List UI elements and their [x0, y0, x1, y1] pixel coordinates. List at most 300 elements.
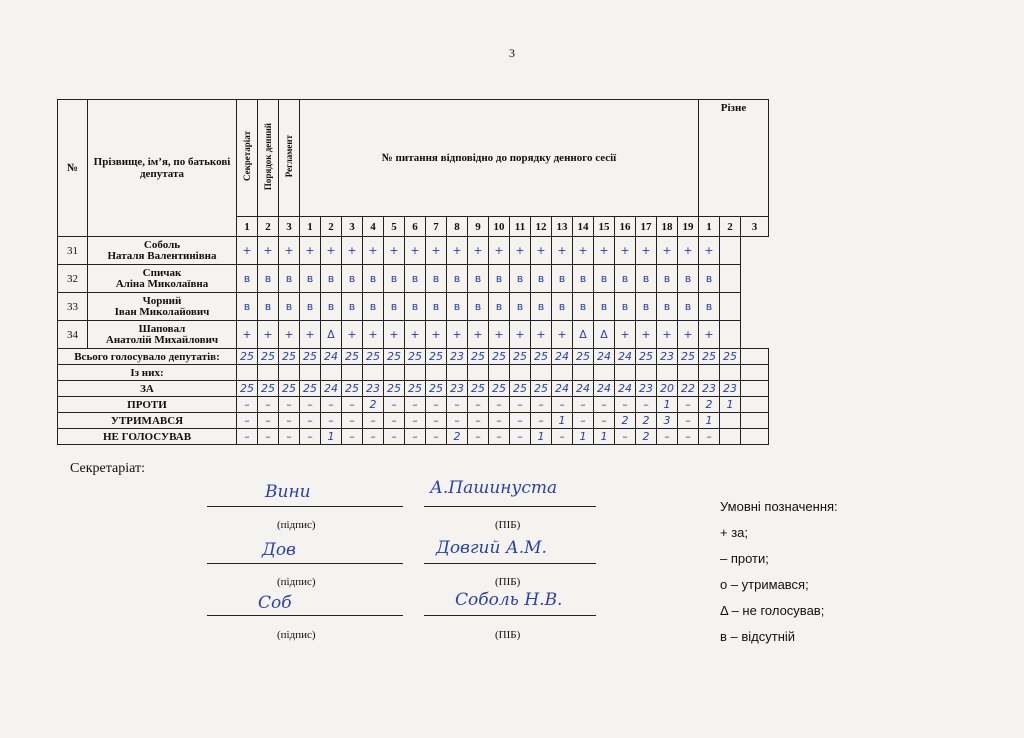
- totals-value: –: [468, 397, 489, 413]
- totals-value: [657, 365, 678, 381]
- vote-mark: в: [552, 265, 573, 293]
- totals-value: –: [594, 397, 615, 413]
- totals-value: –: [573, 397, 594, 413]
- vote-mark: в: [573, 265, 594, 293]
- deputy-row: [58, 293, 769, 321]
- totals-value: 25: [699, 349, 720, 365]
- totals-value: –: [279, 397, 300, 413]
- totals-value: –: [363, 429, 384, 445]
- deputy-name: [88, 237, 237, 265]
- signature-2: Дов: [262, 540, 296, 560]
- vote-mark: +: [279, 321, 300, 349]
- totals-value: 2: [615, 413, 636, 429]
- deputy-surname: Спичак: [142, 266, 182, 279]
- signer-name-2: Довгий А.М.: [436, 538, 547, 558]
- vote-mark: в: [468, 293, 489, 321]
- vote-mark: +: [594, 237, 615, 265]
- vote-mark: +: [615, 237, 636, 265]
- totals-value: 25: [279, 381, 300, 397]
- totals-value: 1: [531, 429, 552, 445]
- column-number: 12: [531, 217, 552, 237]
- signature-line-3: [207, 615, 403, 616]
- vote-mark: +: [678, 321, 699, 349]
- totals-value: 2: [636, 413, 657, 429]
- deputy-row: [58, 265, 769, 293]
- vote-mark: +: [300, 321, 321, 349]
- totals-value: –: [426, 413, 447, 429]
- totals-value: –: [321, 413, 342, 429]
- totals-value: –: [300, 397, 321, 413]
- totals-value: –: [384, 413, 405, 429]
- totals-value: –: [321, 397, 342, 413]
- name-line-3: [424, 615, 596, 616]
- totals-value: –: [615, 397, 636, 413]
- vote-mark: +: [321, 237, 342, 265]
- column-number: 2: [720, 217, 741, 237]
- vote-mark: в: [657, 265, 678, 293]
- totals-value: 25: [468, 349, 489, 365]
- totals-value: –: [678, 413, 699, 429]
- column-header-secretariat: Секретаріат: [242, 131, 252, 182]
- totals-value: –: [342, 397, 363, 413]
- vote-mark: в: [342, 265, 363, 293]
- column-number: 1: [300, 217, 321, 237]
- name-caption-2: (ПІБ): [495, 576, 521, 588]
- vote-mark: в: [363, 265, 384, 293]
- totals-value: [615, 365, 636, 381]
- totals-value: [510, 365, 531, 381]
- totals-value: [468, 365, 489, 381]
- column-header-agenda: Порядок денний: [263, 122, 273, 191]
- totals-value: 25: [573, 349, 594, 365]
- totals-value: 1: [573, 429, 594, 445]
- signature-line-2: [207, 563, 403, 564]
- totals-value: 25: [342, 381, 363, 397]
- vote-mark: в: [384, 265, 405, 293]
- totals-value: 25: [426, 381, 447, 397]
- vote-mark: в: [594, 265, 615, 293]
- vote-mark: в: [573, 293, 594, 321]
- totals-value: 24: [615, 381, 636, 397]
- vote-mark: в: [258, 265, 279, 293]
- totals-value: [573, 365, 594, 381]
- totals-row: [58, 381, 769, 397]
- totals-value: [363, 365, 384, 381]
- column-number: 16: [615, 217, 636, 237]
- totals-value: 25: [720, 349, 741, 365]
- name-line-1: [424, 506, 596, 507]
- vote-mark: в: [300, 265, 321, 293]
- vote-mark: [720, 293, 741, 321]
- totals-value: 2: [447, 429, 468, 445]
- totals-value: 1: [321, 429, 342, 445]
- column-number: 9: [468, 217, 489, 237]
- vote-mark: Δ: [594, 321, 615, 349]
- legend-item-abstained: о – утримався;: [720, 577, 809, 592]
- totals-row: [58, 397, 769, 413]
- column-number: 4: [363, 217, 384, 237]
- totals-value: –: [279, 429, 300, 445]
- totals-value: –: [447, 413, 468, 429]
- vote-mark: [720, 237, 741, 265]
- totals-value: [300, 365, 321, 381]
- totals-value: 25: [342, 349, 363, 365]
- totals-value: [720, 413, 741, 429]
- totals-label: УТРИМАВСЯ: [58, 413, 237, 429]
- totals-value: 24: [573, 381, 594, 397]
- vote-mark: +: [552, 237, 573, 265]
- column-header-reglament: Регламент: [284, 135, 294, 178]
- column-number: 3: [342, 217, 363, 237]
- deputy-given-names: Аліна Миколаївна: [115, 277, 209, 290]
- totals-value: [699, 365, 720, 381]
- vote-mark: +: [531, 321, 552, 349]
- signature-1: Вини: [265, 482, 311, 502]
- page-number: 3: [509, 46, 515, 60]
- totals-value: –: [657, 429, 678, 445]
- totals-value: –: [237, 429, 258, 445]
- vote-mark: +: [405, 321, 426, 349]
- voting-table: [57, 99, 769, 445]
- vote-mark: в: [342, 293, 363, 321]
- column-number: 13: [552, 217, 573, 237]
- totals-value: [258, 365, 279, 381]
- totals-value: 23: [657, 349, 678, 365]
- vote-mark: +: [573, 237, 594, 265]
- column-number: 11: [510, 217, 531, 237]
- totals-value: [678, 365, 699, 381]
- totals-value: –: [300, 413, 321, 429]
- column-number: 8: [447, 217, 468, 237]
- totals-value: [741, 429, 769, 445]
- vote-mark: +: [636, 237, 657, 265]
- vote-mark: +: [342, 237, 363, 265]
- totals-value: 1: [594, 429, 615, 445]
- legend: [720, 494, 838, 650]
- totals-value: 25: [510, 349, 531, 365]
- vote-mark: в: [636, 293, 657, 321]
- deputy-number: 33: [58, 293, 88, 321]
- deputy-number: 31: [58, 237, 88, 265]
- totals-value: [447, 365, 468, 381]
- deputy-given-names: Наталя Валентинівна: [107, 249, 217, 262]
- deputy-row: [58, 237, 769, 265]
- deputy-name: [88, 265, 237, 293]
- totals-value: 24: [615, 349, 636, 365]
- vote-mark: +: [468, 237, 489, 265]
- vote-mark: +: [699, 237, 720, 265]
- totals-value: [405, 365, 426, 381]
- totals-value: 25: [636, 349, 657, 365]
- totals-value: [741, 397, 769, 413]
- totals-row: [58, 365, 769, 381]
- totals-value: 1: [657, 397, 678, 413]
- totals-value: 25: [279, 349, 300, 365]
- column-number: 2: [258, 217, 279, 237]
- signature-caption-3: (підпис): [277, 629, 316, 641]
- totals-value: [594, 365, 615, 381]
- vote-mark: в: [279, 293, 300, 321]
- totals-value: [741, 413, 769, 429]
- totals-value: –: [258, 429, 279, 445]
- totals-value: –: [342, 429, 363, 445]
- totals-value: 2: [699, 397, 720, 413]
- vote-mark: +: [678, 237, 699, 265]
- totals-value: 23: [699, 381, 720, 397]
- totals-value: 24: [552, 381, 573, 397]
- totals-value: 25: [258, 381, 279, 397]
- deputy-given-names: Іван Миколайович: [114, 305, 210, 318]
- column-header-number: №: [58, 100, 88, 237]
- vote-mark: +: [384, 321, 405, 349]
- vote-mark: +: [258, 237, 279, 265]
- vote-mark: в: [678, 293, 699, 321]
- vote-mark: в: [279, 265, 300, 293]
- totals-value: 25: [384, 349, 405, 365]
- totals-value: [342, 365, 363, 381]
- totals-value: –: [363, 413, 384, 429]
- totals-value: 25: [300, 349, 321, 365]
- vote-mark: в: [531, 265, 552, 293]
- vote-mark: +: [426, 237, 447, 265]
- totals-value: 25: [237, 381, 258, 397]
- vote-mark: в: [321, 265, 342, 293]
- vote-mark: +: [237, 321, 258, 349]
- totals-value: 2: [636, 429, 657, 445]
- vote-mark: в: [531, 293, 552, 321]
- totals-row: [58, 349, 769, 365]
- deputy-given-names: Анатолій Михайлович: [105, 333, 219, 346]
- totals-value: 25: [678, 349, 699, 365]
- vote-mark: [720, 265, 741, 293]
- vote-mark: +: [363, 321, 384, 349]
- vote-mark: в: [699, 293, 720, 321]
- totals-value: –: [237, 413, 258, 429]
- signature-caption-2: (підпис): [277, 576, 316, 588]
- totals-value: 24: [594, 349, 615, 365]
- vote-mark: в: [657, 293, 678, 321]
- vote-mark: +: [489, 237, 510, 265]
- deputy-number: 32: [58, 265, 88, 293]
- totals-value: –: [489, 413, 510, 429]
- totals-value: [384, 365, 405, 381]
- totals-value: –: [342, 413, 363, 429]
- totals-row: [58, 429, 769, 445]
- totals-value: 25: [489, 381, 510, 397]
- totals-value: –: [531, 413, 552, 429]
- vote-mark: +: [363, 237, 384, 265]
- totals-value: –: [426, 429, 447, 445]
- totals-value: –: [468, 429, 489, 445]
- totals-value: 25: [531, 349, 552, 365]
- totals-value: 1: [552, 413, 573, 429]
- column-header-name: Прізвище, ім’я, по батькові депутата: [88, 100, 237, 237]
- vote-mark: в: [426, 293, 447, 321]
- totals-value: 23: [447, 381, 468, 397]
- vote-mark: +: [468, 321, 489, 349]
- vote-mark: в: [405, 293, 426, 321]
- totals-value: 22: [678, 381, 699, 397]
- signer-name-3: Соболь Н.В.: [455, 590, 563, 610]
- totals-value: [489, 365, 510, 381]
- vote-mark: в: [699, 265, 720, 293]
- totals-value: [237, 365, 258, 381]
- totals-value: 3: [657, 413, 678, 429]
- totals-value: 24: [552, 349, 573, 365]
- totals-value: 1: [720, 397, 741, 413]
- deputy-surname: Шаповал: [138, 322, 186, 335]
- vote-mark: в: [237, 265, 258, 293]
- totals-label: ПРОТИ: [58, 397, 237, 413]
- totals-value: 20: [657, 381, 678, 397]
- totals-value: 25: [405, 381, 426, 397]
- column-number: 19: [678, 217, 699, 237]
- vote-mark: +: [384, 237, 405, 265]
- totals-value: –: [489, 429, 510, 445]
- vote-mark: в: [384, 293, 405, 321]
- totals-value: 25: [300, 381, 321, 397]
- totals-value: 23: [636, 381, 657, 397]
- totals-value: [741, 381, 769, 397]
- totals-value: 24: [321, 349, 342, 365]
- vote-mark: +: [405, 237, 426, 265]
- totals-value: 2: [363, 397, 384, 413]
- totals-value: –: [279, 413, 300, 429]
- vote-mark: +: [552, 321, 573, 349]
- totals-value: –: [573, 413, 594, 429]
- vote-mark: +: [489, 321, 510, 349]
- totals-value: –: [552, 429, 573, 445]
- secretariat-label: Секретаріат:: [70, 461, 145, 476]
- vote-mark: +: [657, 237, 678, 265]
- totals-value: 25: [426, 349, 447, 365]
- vote-mark: в: [258, 293, 279, 321]
- vote-mark: +: [279, 237, 300, 265]
- legend-item-absent: в – відсутній: [720, 629, 796, 644]
- totals-value: 25: [405, 349, 426, 365]
- column-number: 6: [405, 217, 426, 237]
- vote-mark: в: [447, 293, 468, 321]
- vote-mark: в: [426, 265, 447, 293]
- totals-value: –: [552, 397, 573, 413]
- vote-mark: в: [300, 293, 321, 321]
- vote-mark: +: [531, 237, 552, 265]
- legend-item-not-voted: Δ – не голосував;: [720, 603, 825, 618]
- vote-mark: +: [510, 321, 531, 349]
- totals-value: [636, 365, 657, 381]
- totals-value: –: [237, 397, 258, 413]
- totals-value: 25: [384, 381, 405, 397]
- vote-mark: +: [699, 321, 720, 349]
- deputy-surname: Чорний: [142, 294, 182, 307]
- vote-mark: в: [615, 265, 636, 293]
- totals-value: –: [405, 397, 426, 413]
- totals-value: –: [489, 397, 510, 413]
- vote-mark: в: [363, 293, 384, 321]
- vote-mark: +: [426, 321, 447, 349]
- column-number: 5: [384, 217, 405, 237]
- totals-value: –: [510, 397, 531, 413]
- vote-mark: +: [237, 237, 258, 265]
- column-number: 1: [237, 217, 258, 237]
- deputy-surname: Соболь: [143, 238, 181, 251]
- vote-mark: в: [489, 265, 510, 293]
- totals-value: [552, 365, 573, 381]
- totals-label: ЗА: [58, 381, 237, 397]
- vote-mark: в: [510, 265, 531, 293]
- totals-value: 23: [363, 381, 384, 397]
- totals-value: 25: [237, 349, 258, 365]
- totals-value: –: [699, 429, 720, 445]
- vote-mark: в: [615, 293, 636, 321]
- signer-name-1: А.Пашинуста: [430, 478, 558, 498]
- vote-mark: +: [447, 237, 468, 265]
- legend-item-for: + за;: [720, 525, 749, 540]
- totals-value: 25: [468, 381, 489, 397]
- totals-label: Всього голосувало депутатів:: [58, 349, 237, 365]
- totals-value: –: [678, 429, 699, 445]
- column-number: 15: [594, 217, 615, 237]
- totals-value: 25: [489, 349, 510, 365]
- vote-mark: +: [510, 237, 531, 265]
- totals-value: –: [258, 413, 279, 429]
- name-line-2: [424, 563, 596, 564]
- vote-mark: в: [237, 293, 258, 321]
- vote-mark: в: [489, 293, 510, 321]
- totals-value: [741, 349, 769, 365]
- name-caption-1: (ПІБ): [495, 519, 521, 531]
- vote-mark: в: [636, 265, 657, 293]
- totals-value: –: [531, 397, 552, 413]
- totals-value: –: [300, 429, 321, 445]
- vote-mark: +: [447, 321, 468, 349]
- column-number: 3: [279, 217, 300, 237]
- vote-mark: +: [342, 321, 363, 349]
- legend-item-against: – проти;: [720, 551, 769, 566]
- totals-value: –: [447, 397, 468, 413]
- totals-value: –: [510, 413, 531, 429]
- vote-mark: +: [258, 321, 279, 349]
- totals-label: НЕ ГОЛОСУВАВ: [58, 429, 237, 445]
- deputy-number: 34: [58, 321, 88, 349]
- deputy-name: [88, 293, 237, 321]
- totals-value: –: [405, 413, 426, 429]
- totals-value: 25: [258, 349, 279, 365]
- totals-value: 25: [531, 381, 552, 397]
- column-number: 18: [657, 217, 678, 237]
- totals-value: –: [384, 397, 405, 413]
- totals-value: [426, 365, 447, 381]
- totals-value: 1: [699, 413, 720, 429]
- vote-mark: в: [594, 293, 615, 321]
- vote-mark: [720, 321, 741, 349]
- totals-value: –: [594, 413, 615, 429]
- name-caption-3: (ПІБ): [495, 629, 521, 641]
- deputy-row: [58, 321, 769, 349]
- column-number: 7: [426, 217, 447, 237]
- deputy-name: [88, 321, 237, 349]
- signature-line-1: [207, 506, 403, 507]
- legend-title: Умовні позначення:: [720, 499, 838, 514]
- totals-label: Із них:: [58, 365, 237, 381]
- vote-mark: +: [300, 237, 321, 265]
- column-number: 10: [489, 217, 510, 237]
- totals-value: –: [384, 429, 405, 445]
- vote-mark: Δ: [321, 321, 342, 349]
- vote-mark: Δ: [573, 321, 594, 349]
- vote-mark: +: [615, 321, 636, 349]
- vote-mark: в: [468, 265, 489, 293]
